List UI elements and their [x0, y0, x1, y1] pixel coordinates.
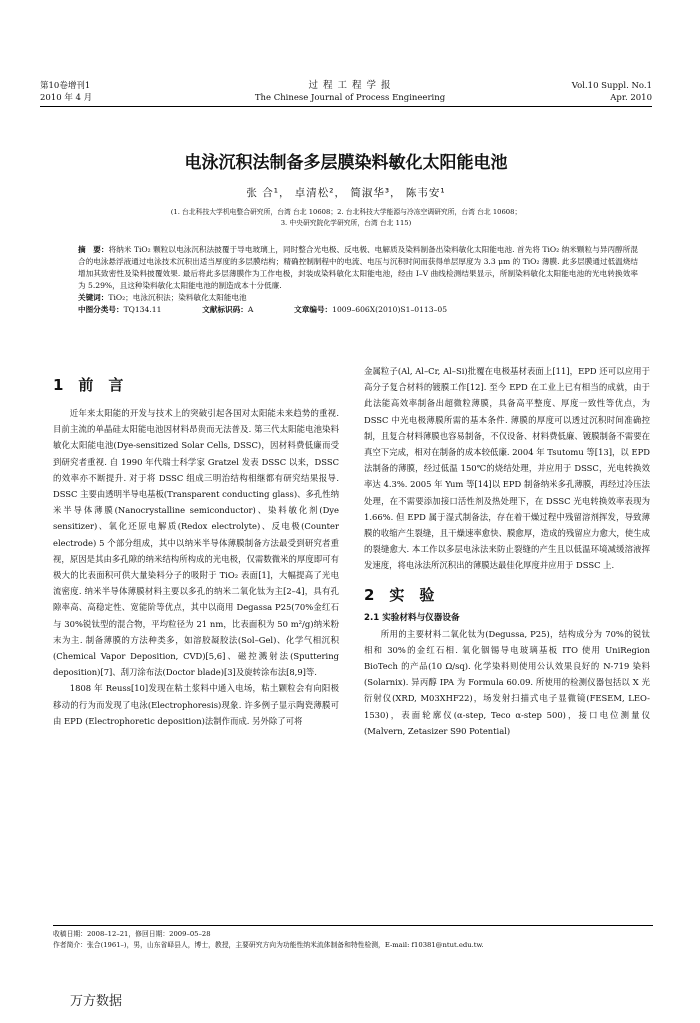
keywords [78, 292, 638, 304]
footnote-rule [53, 925, 653, 926]
right-column [364, 363, 650, 739]
materials-paragraph: 所用的主要材料二氧化钛为(Degussa, P25)，结构成分为 70%的锐钛相和 30%的金红石相. 氧化铟锡导电玻璃基板 ITO 使用 UniRegion BioTech 的产品(10 Ω/sq). 化学染料则使用公认效果良好的 N-719 染料(Solarnix). 异丙醇 IPA 为 Formula 60.09. 所使用的检测仪器包括以 X 光衍射仪(XRD, M03XHF22)，场发射扫描式电子显微镜(FESEM, LEO-1530)，表面轮廓仪(α-step, Teco α-step 500)，接口电位测量仪(Malvern, Zetasizer S90 Potential) [364, 628, 650, 736]
date-en: Apr. 2010 [610, 93, 652, 103]
doc-code-label: 文献标识码： [202, 305, 248, 315]
source-watermark: 万方数据 [70, 994, 123, 1009]
classification-line [78, 304, 638, 316]
abstract-text: 将纳米 TiO₂ 颗粒以电泳沉积法披覆于导电玻璃上，同时整合光电极、反电极、电解质及染料制备出染料敏化太阳能电池. 首先将 TiO₂ 纳米颗粒与异丙醇所混合的电泳悬浮液通过电泳技术沉积出适当厚度的多层膜结构；精确控制制程中的电流、电压与沉积时间而获得单层厚度为 3.3 μm 的 TiO₂ 薄膜. 此多层膜通过低温烧结增加其致密性及染料披覆效果. 最后将此多层薄膜作为工作电极，封装成染料敏化太阳能电池，经由 I–V 曲线检测结果显示，所制染料敏化太阳能电池的光电转换效率为 5.29%，且这种染料敏化太阳能电池的制造成本十分低廉. [78, 245, 638, 291]
section-1-heading: 1 前 言 [53, 376, 124, 394]
journal-name-en: The Chinese Journal of Process Engineering [254, 93, 446, 103]
keywords-text: TiO₂；电泳沉积法；染料敏化太阳能电池 [108, 293, 247, 303]
keywords-label: 关键词： [78, 293, 109, 303]
received-dates: 收稿日期：2008–12–21，修回日期：2009–05–28 [53, 930, 211, 938]
abstract [78, 244, 638, 316]
intro-paragraph-1: 近年来太阳能的开发与技术上的突破引起各国对太阳能未来趋势的重视. 目前主流的单晶硅太阳能电池因材料昂贵而无法普及. 第三代太阳能电池染料敏化太阳能电池(Dye-sensitized Solar Cells, DSSC)，因材料费低廉而受到研究者重视. 自 1990 年代瑞士科学家 Gratzel 发表 DSSC 以来，DSSC 的效率亦不断提升. 对于将 DSSC 组成三明治结构相继都有研究结果报导. DSSC 主要由透明半导电基板(Transparent conducting glass)、多孔性纳米半导体薄膜(Nanocrystalline semiconductor)、染料敏化剂(Dye sensitizer)、氧化还原电解质(Redox electrolyte)、反电极(Counter electrode) 5 个部分组成，其中以纳米半导体薄膜制备方法最受到研究者重视，原因是其由多孔隙的纳米结构所构成的光电极，仅需数微米的厚度即可有极大的比表面积可供大量染料分子的吸附于 TiO₂ 表面[1]，大幅提高了光电流密度. 纳米半导体薄膜材料主要以多孔的纳米二氧化钛为主[2–4]，具有孔隙率高、高稳定性、宽能阶等优点，其中以商用 Degassa P25(70%金红石与 30%锐钛型的混合物，平均粒径为 21 nm，比表面积为 50 m²/g)纳米粉末为主. 制备薄膜的方法种类多，如溶胶凝胶法(Sol–Gel)、化学气相沉积(Chemical Vapor Deposition, CVD)[5,6]、磁控溅射法(Sputtering deposition)[7]、刮刀涂布法(Doctor blade)[3]及旋转涂布法[8,9]等. [53, 408, 339, 678]
abstract-label: 摘 要： [78, 245, 109, 254]
article-number-value: 1009–606X(2010)S1–0113–05 [332, 305, 448, 315]
volume-issue-en: Vol.10 Suppl. No.1 [571, 81, 652, 91]
article-number-label: 文章编号： [294, 305, 333, 315]
intro-paragraph-3: 金属粒子(Al, Al–Cr, Al–Si)批覆在电极基材表面上[11]，EPD 还可以应用于高分子复合材料的镀膜工作[12]. 至今 EPD 在工业上已有相当的成就，由于此法能高效率制备出超微粒薄膜，具备高平整度、厚度一致性等优点，为 DSSC 中光电极薄膜所需的基本条件. 薄膜的厚度可以透过沉积时间准确控制，且复合材料薄膜也容易制备，不仅设备、材料费低廉、镀膜制备不需要在真空下完成，相对在制备的成本较低廉. 2004 年 Tsutomu 等[13]，以 EPD 法制备的薄膜，经过低温 150℃的烧结处理，并应用于 DSSC，光电转换效率达 4.3%. 2005 年 Yum 等[14]以 EPD 制备纳米多孔薄膜，再经过冷压法处理，在不需要添加接口活性剂及热处理下，在 DSSC 光电转换效率表现为 1.66%. 但 EPD 属于湿式制备法，存在着干燥过程中残留溶剂挥发，导致薄膜的收缩产生裂缝，且干燥速率愈快、膜愈厚，造成的残留应力愈大，使生成的裂缝愈大. 本工作以多层电泳法来防止裂缝的产生且以低温环境减缓溶液挥发速度，将电泳法所沉积出的薄膜达最佳化厚度并应用于 DSSC 上. [364, 366, 650, 571]
affiliation-line-1: (1. 台北科技大学机电整合研究所，台湾 台北 10608；2. 台北科技大学能源与冷冻空调研究所，台湾 台北 10608； [170, 208, 522, 216]
running-header-left [40, 80, 92, 104]
paper-title: 电泳沉积法制备多层膜染料敏化太阳能电池 [184, 153, 508, 173]
doc-code-value: A [247, 305, 254, 315]
clc-label: 中图分类号： [78, 305, 124, 315]
clc-value: TQ134.11 [123, 305, 162, 315]
subsection-2-1-heading: 2.1 实验材料与仪器设备 [364, 612, 460, 623]
author-list: 张 合¹， 卓清松²， 简淑华³， 陈韦安¹ [246, 187, 446, 199]
affiliation-line-2: 3. 中央研究院化学研究所，台湾 台北 115) [280, 219, 412, 227]
author-bio: 作者简介：张合(1961–)，男，山东省峄县人，博士，教授，主要研究方向为功能性纳米流体制备和特性检测，E-mail: f10381@ntut.edu.tw. [53, 941, 484, 949]
running-header-center [200, 80, 500, 104]
date-cn: 2010 年 4 月 [40, 93, 93, 103]
volume-issue-cn: 第10卷增刊1 [40, 81, 91, 91]
left-column [53, 405, 339, 729]
intro-paragraph-2: 1808 年 Reuss[10]发现在粘土浆料中通入电场，粘土颗粒会有向阳极移动的行为而发现了电泳(Electrophoresis)现象. 许多例子显示陶瓷薄膜可由 EPD (Electrophoretic deposition)法制作而成. 另外除了可将 [53, 683, 339, 726]
running-header-right [572, 80, 652, 104]
header-rule [40, 106, 652, 107]
section-2-heading: 2 实 验 [364, 585, 435, 604]
journal-name-cn: 过 程 工 程 学 报 [308, 80, 392, 91]
